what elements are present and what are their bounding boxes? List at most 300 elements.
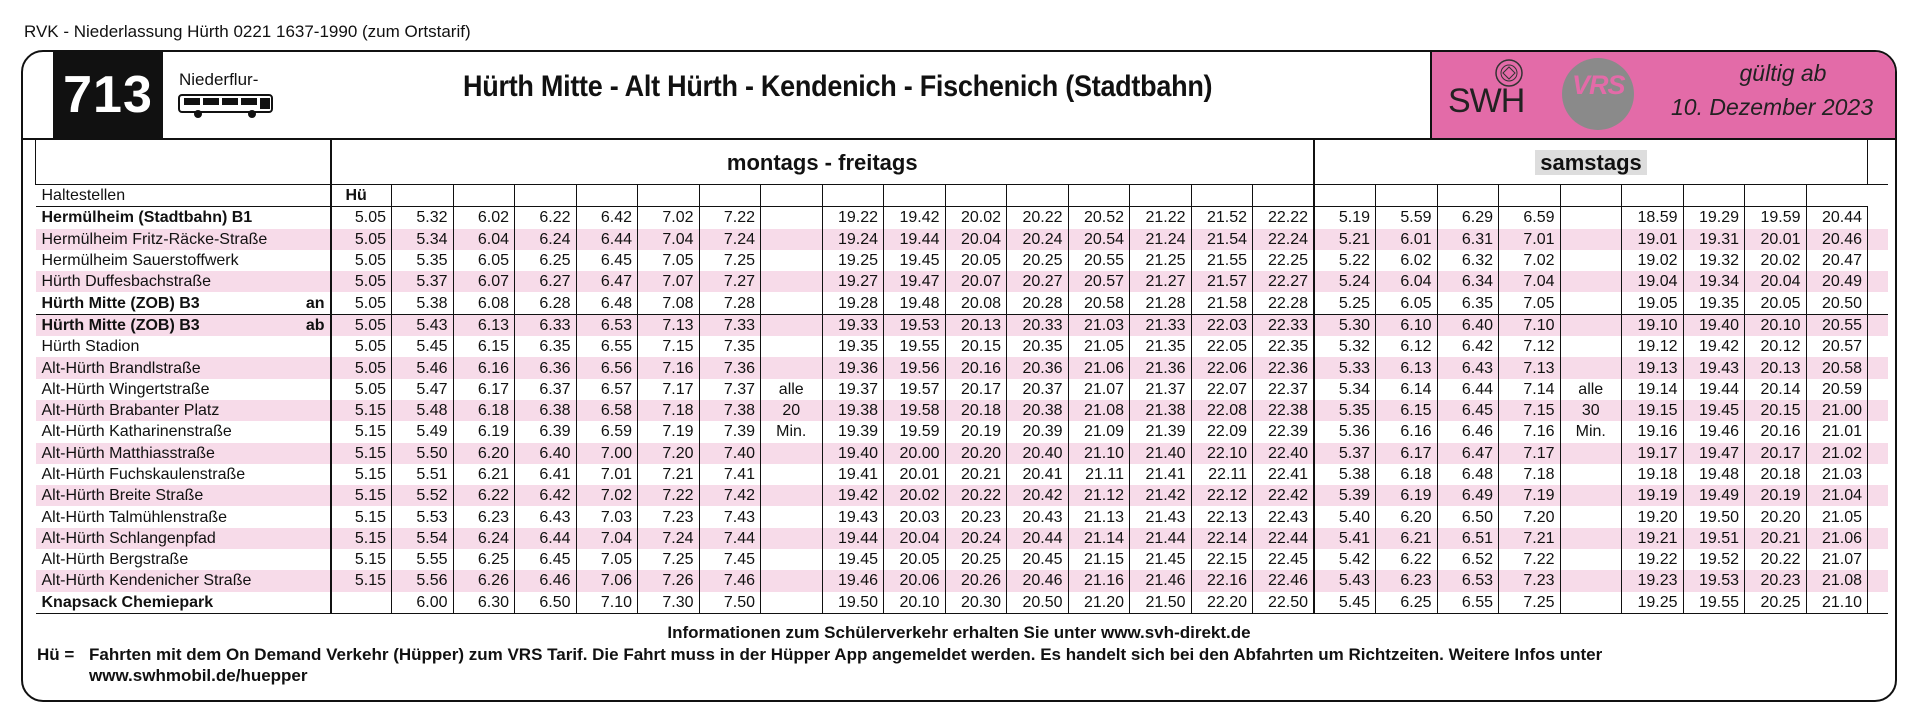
time-cell: 20.55 [1068,250,1130,271]
trailing-empty-cell [1868,250,1888,271]
time-cell: 7.13 [638,314,700,336]
time-cell: 21.20 [1068,592,1130,614]
time-cell: 7.02 [638,207,700,229]
interval-note-cell [1560,250,1622,271]
time-cell: 6.39 [515,421,577,442]
time-cell: 22.33 [1253,314,1315,336]
time-cell: 21.27 [1130,271,1192,292]
header-empty-cell [1437,185,1499,207]
time-cell: 20.17 [945,379,1007,400]
time-cell: 21.44 [1130,528,1192,549]
time-cell: 5.35 [1314,400,1376,421]
time-cell: 7.10 [1499,314,1561,336]
interval-note-cell [761,549,823,570]
weekday-section-title: montags - freitags [331,140,1315,185]
time-cell: 6.13 [1376,357,1438,378]
time-cell: 6.05 [453,250,515,271]
time-cell: 22.14 [1191,528,1253,549]
time-cell: 6.30 [453,592,515,614]
time-cell: 6.59 [1499,207,1561,229]
stop-row [36,570,1888,591]
time-cell: 6.01 [1376,229,1438,250]
time-cell: 21.04 [1806,485,1868,506]
time-cell: 7.16 [1499,421,1561,442]
time-cell: 19.56 [884,357,946,378]
time-cell: 20.15 [945,336,1007,357]
time-cell: 5.55 [392,549,454,570]
header-empty-cell [1622,185,1684,207]
interval-note-cell [761,506,823,527]
header-empty-cell [1560,185,1622,207]
header-empty-cell [1068,185,1130,207]
time-cell: 19.17 [1622,443,1684,464]
time-cell: 6.42 [1437,336,1499,357]
timetable-frame [21,50,1897,702]
time-cell: 6.44 [576,229,638,250]
time-cell: 5.42 [1314,549,1376,570]
time-cell: 6.24 [515,229,577,250]
time-cell: 20.37 [1007,379,1069,400]
stop-name: Alt-Hürth Talmühlenstraße [41,508,228,526]
stops-column-header: Haltestellen [36,185,331,207]
hu-time-cell: 5.05 [331,271,392,292]
time-cell: 22.28 [1253,292,1315,314]
time-cell: 19.02 [1622,250,1684,271]
time-cell: 21.24 [1130,229,1192,250]
footnote-text: Fahrten mit dem On Demand Verkehr (Hüpper) zum VRS Tarif. Die Fahrt muss in der Hüpper App angemeldet werden. Es handelt sich bei den Abfahrten um Richtzeiten. Weitere Infos unter [89,645,1603,664]
time-cell: 19.33 [822,314,884,336]
time-cell: 6.22 [453,485,515,506]
time-cell: 22.42 [1253,485,1315,506]
time-cell: 20.58 [1068,292,1130,314]
interval-note-cell [761,570,823,591]
stop-name: Hürth Mitte (ZOB) B3 [41,316,200,334]
time-cell: 6.50 [1437,506,1499,527]
time-cell: 5.59 [1376,207,1438,229]
time-cell: 20.24 [945,528,1007,549]
time-cell: 5.30 [1314,314,1376,336]
time-cell: 20.30 [945,592,1007,614]
arrival-departure-tag: ab [305,316,325,334]
time-cell: 20.39 [1007,421,1069,442]
header-empty-cell [453,185,515,207]
time-cell: 6.51 [1437,528,1499,549]
time-cell: 6.55 [1437,592,1499,614]
trailing-empty-cell [1868,570,1888,591]
interval-note-cell: 30 [1560,400,1622,421]
time-cell: 21.55 [1191,250,1253,271]
header-empty-cell [822,185,884,207]
time-cell: 19.52 [1683,549,1745,570]
stop-name-cell [36,485,331,506]
time-cell: 19.40 [1683,314,1745,336]
time-cell: 19.45 [822,549,884,570]
interval-note-cell [1560,336,1622,357]
time-cell: 7.13 [1499,357,1561,378]
time-cell: 20.44 [1007,528,1069,549]
time-cell: 19.50 [1683,506,1745,527]
time-cell: 21.05 [1806,506,1868,527]
stop-name: Alt-Hürth Brandlstraße [41,359,201,377]
time-cell: 7.17 [638,379,700,400]
time-cell: 6.04 [453,229,515,250]
time-cell: 19.47 [884,271,946,292]
trailing-empty-cell [1868,443,1888,464]
stop-name-cell [36,570,331,591]
time-cell: 7.08 [638,292,700,314]
time-cell: 6.24 [453,528,515,549]
time-cell: 7.24 [699,229,761,250]
time-cell: 5.43 [392,314,454,336]
hu-time-cell: 5.15 [331,400,392,421]
time-cell: 19.48 [1683,464,1745,485]
interval-note-cell [761,464,823,485]
time-cell: 20.04 [945,229,1007,250]
time-cell: 22.44 [1253,528,1315,549]
time-cell: 6.35 [515,336,577,357]
stop-name-cell [36,271,331,292]
stop-row [36,400,1888,421]
time-cell: 19.36 [822,357,884,378]
time-cell: 6.49 [1437,485,1499,506]
time-cell: 21.35 [1130,336,1192,357]
timetable-grid [35,140,1888,614]
arrival-departure-tag: an [305,294,325,312]
trailing-empty-cell [1868,528,1888,549]
interval-note-cell [761,592,823,614]
time-cell: 6.48 [576,292,638,314]
stop-name: Knapsack Chemiepark [41,593,214,611]
time-cell: 6.15 [1376,400,1438,421]
time-cell: 20.02 [884,485,946,506]
time-cell: 7.28 [699,292,761,314]
time-cell: 20.26 [945,570,1007,591]
time-cell: 20.42 [1007,485,1069,506]
time-cell: 21.01 [1806,421,1868,442]
header-empty-cell [1745,185,1807,207]
time-cell: 6.02 [453,207,515,229]
hu-time-cell: 5.05 [331,292,392,314]
time-cell: 5.32 [392,207,454,229]
time-cell: 21.33 [1130,314,1192,336]
time-cell: 6.19 [453,421,515,442]
stop-row [36,485,1888,506]
time-cell: 19.16 [1622,421,1684,442]
time-cell: 19.27 [822,271,884,292]
stop-name: Alt-Hürth Fuchskaulenstraße [41,466,246,483]
time-cell: 20.55 [1806,314,1868,336]
header-empty-cell [638,185,700,207]
time-cell: 20.10 [1745,314,1807,336]
time-cell: 6.37 [515,379,577,400]
time-cell: 19.01 [1622,229,1684,250]
stop-name-cell [36,357,331,378]
time-cell: 20.46 [1007,570,1069,591]
time-cell: 20.27 [1007,271,1069,292]
stop-name-cell [36,506,331,527]
time-cell: 19.44 [822,528,884,549]
time-cell: 21.54 [1191,229,1253,250]
time-cell: 22.39 [1253,421,1315,442]
time-cell: 21.41 [1130,464,1192,485]
time-cell: 5.50 [392,443,454,464]
time-cell: 20.01 [884,464,946,485]
trailing-empty-cell [1868,506,1888,527]
time-cell: 7.22 [699,207,761,229]
time-cell: 19.05 [1622,292,1684,314]
time-cell: 6.08 [453,292,515,314]
time-cell: 19.49 [1683,485,1745,506]
time-cell: 5.21 [1314,229,1376,250]
time-cell: 5.48 [392,400,454,421]
time-cell: 21.39 [1130,421,1192,442]
time-cell: 22.37 [1253,379,1315,400]
hu-time-cell: 5.05 [331,379,392,400]
time-cell: 6.59 [576,421,638,442]
time-cell: 22.05 [1191,336,1253,357]
time-cell: 5.34 [392,229,454,250]
time-cell: 7.02 [576,485,638,506]
interval-note-cell [761,207,823,229]
time-cell: 7.20 [1499,506,1561,527]
time-cell: 22.24 [1253,229,1315,250]
hu-time-cell: 5.05 [331,229,392,250]
lowfloor-bus-icon [178,92,274,120]
stop-row [36,443,1888,464]
interval-note-cell [761,314,823,336]
section-spacer [1868,140,1888,185]
header-empty-cell [1683,185,1745,207]
time-cell: 6.16 [453,357,515,378]
time-cell: 19.45 [884,250,946,271]
time-cell: 19.18 [1622,464,1684,485]
time-cell: 20.23 [945,506,1007,527]
time-cell: 19.55 [1683,592,1745,614]
time-cell: 6.42 [576,207,638,229]
city-seal-icon [1494,58,1524,88]
time-cell: 19.59 [1745,207,1807,229]
time-cell: 20.07 [945,271,1007,292]
interval-note-cell [761,292,823,314]
time-cell: 21.00 [1806,400,1868,421]
time-cell: 5.40 [1314,506,1376,527]
stop-name-cell [36,207,331,229]
time-cell: 5.47 [392,379,454,400]
time-cell: 7.04 [576,528,638,549]
stop-name: Alt-Hürth Wingertstraße [41,380,210,398]
interval-note-cell [761,528,823,549]
time-cell: 6.41 [515,464,577,485]
time-cell: 20.25 [1007,250,1069,271]
stop-name-cell [36,314,331,336]
time-cell: 21.02 [1806,443,1868,464]
time-cell: 6.52 [1437,549,1499,570]
time-cell: 6.45 [576,250,638,271]
trailing-empty-cell [1868,207,1888,229]
hu-time-cell: 5.15 [331,528,392,549]
time-cell: 7.19 [638,421,700,442]
time-cell: 20.08 [945,292,1007,314]
time-cell: 6.45 [515,549,577,570]
stop-name-cell [36,549,331,570]
stop-row [36,336,1888,357]
time-cell: 21.07 [1806,549,1868,570]
hupper-footnote [37,644,1797,686]
time-cell: 22.13 [1191,506,1253,527]
time-cell: 19.10 [1622,314,1684,336]
time-cell: 20.28 [1007,292,1069,314]
header-empty-cell [392,185,454,207]
time-cell: 5.39 [1314,485,1376,506]
footnote-link[interactable]: www.swhmobil.de/huepper [89,666,308,685]
time-cell: 5.19 [1314,207,1376,229]
header-empty-cell [761,185,823,207]
time-cell: 7.25 [638,549,700,570]
time-cell: 6.07 [453,271,515,292]
time-cell: 19.57 [884,379,946,400]
time-cell: 5.46 [392,357,454,378]
time-cell: 7.06 [576,570,638,591]
trailing-empty-cell [1868,400,1888,421]
trailing-empty-cell [1868,271,1888,292]
time-cell: 6.36 [515,357,577,378]
time-cell: 7.00 [576,443,638,464]
header-empty-cell [515,185,577,207]
time-cell: 22.09 [1191,421,1253,442]
stop-row [36,207,1888,229]
time-cell: 20.22 [1007,207,1069,229]
time-cell: 21.42 [1130,485,1192,506]
time-cell: 7.21 [638,464,700,485]
interval-note-cell [1560,357,1622,378]
time-cell: 6.13 [453,314,515,336]
time-cell: 22.35 [1253,336,1315,357]
time-cell: 6.29 [1437,207,1499,229]
valid-from-date: 10. Dezember 2023 [1670,94,1873,120]
time-cell: 20.17 [1745,443,1807,464]
stop-name: Alt-Hürth Matthiasstraße [41,444,215,462]
time-cell: 22.15 [1191,549,1253,570]
time-cell: 22.03 [1191,314,1253,336]
header-empty-cell [699,185,761,207]
time-cell: 5.56 [392,570,454,591]
stop-name-cell [36,528,331,549]
time-cell: 20.19 [1745,485,1807,506]
interval-note-cell [1560,207,1622,229]
time-cell: 19.25 [822,250,884,271]
time-cell: 19.35 [822,336,884,357]
header-empty-cell [1130,185,1192,207]
hu-column-header: Hü [331,185,392,207]
hu-time-cell: 5.15 [331,570,392,591]
time-cell: 6.46 [515,570,577,591]
time-cell: 20.20 [945,443,1007,464]
time-cell: 6.40 [1437,314,1499,336]
time-cell: 7.16 [638,357,700,378]
header-empty-cell [1806,185,1868,207]
trailing-empty-cell [1868,336,1888,357]
time-cell: 7.22 [638,485,700,506]
stop-name-cell [36,443,331,464]
valid-from-label: gültig ab [1739,60,1827,86]
interval-note-cell [761,485,823,506]
time-cell: 20.36 [1007,357,1069,378]
time-cell: 19.35 [1683,292,1745,314]
time-cell: 5.45 [392,336,454,357]
time-cell: 5.53 [392,506,454,527]
time-cell: 6.33 [515,314,577,336]
trailing-empty-cell [1868,592,1888,614]
time-cell: 20.44 [1806,207,1868,229]
time-cell: 20.13 [1745,357,1807,378]
header-empty-cell [1253,185,1315,207]
time-cell: 19.32 [1683,250,1745,271]
stop-name: Alt-Hürth Schlangenpfad [41,529,216,547]
time-cell: 19.38 [822,400,884,421]
hu-time-cell: 5.15 [331,485,392,506]
time-cell: 6.38 [515,400,577,421]
time-cell: 20.57 [1806,336,1868,357]
time-cell: 21.15 [1068,549,1130,570]
time-cell: 21.06 [1068,357,1130,378]
time-cell: 21.22 [1130,207,1192,229]
time-cell: 19.43 [1683,357,1745,378]
time-cell: 7.05 [576,549,638,570]
saturday-section-title: samstags [1535,150,1647,175]
time-cell: 22.43 [1253,506,1315,527]
section-header-row [36,140,1888,185]
trailing-empty-cell [1868,549,1888,570]
time-cell: 21.36 [1130,357,1192,378]
time-cell: 6.12 [1376,336,1438,357]
stop-name-cell [36,592,331,614]
time-cell: 20.01 [1745,229,1807,250]
time-cell: 7.23 [1499,570,1561,591]
hu-time-cell: 5.15 [331,443,392,464]
time-cell: 7.20 [638,443,700,464]
time-cell: 20.12 [1745,336,1807,357]
time-cell: 19.44 [1683,379,1745,400]
time-cell: 20.52 [1068,207,1130,229]
time-cell: 6.43 [1437,357,1499,378]
time-cell: 20.05 [884,549,946,570]
time-cell: 6.04 [1376,271,1438,292]
stop-row [36,464,1888,485]
header-empty-cell [884,185,946,207]
interval-note-cell [1560,271,1622,292]
time-cell: 7.38 [699,400,761,421]
time-cell: 6.10 [1376,314,1438,336]
time-cell: 5.37 [392,271,454,292]
stop-name-cell [36,336,331,357]
interval-note-cell [1560,528,1622,549]
time-cell: 21.57 [1191,271,1253,292]
time-cell: 20.22 [1745,549,1807,570]
interval-note-cell [1560,592,1622,614]
interval-note-cell [761,250,823,271]
time-cell: 7.24 [638,528,700,549]
time-cell: 6.55 [576,336,638,357]
time-cell: 19.04 [1622,271,1684,292]
time-cell: 19.39 [822,421,884,442]
time-cell: 22.12 [1191,485,1253,506]
time-cell: 6.20 [1376,506,1438,527]
time-cell: 20.47 [1806,250,1868,271]
stop-row [36,314,1888,336]
hu-time-cell: 5.15 [331,421,392,442]
time-cell: 6.20 [453,443,515,464]
time-cell: 22.25 [1253,250,1315,271]
